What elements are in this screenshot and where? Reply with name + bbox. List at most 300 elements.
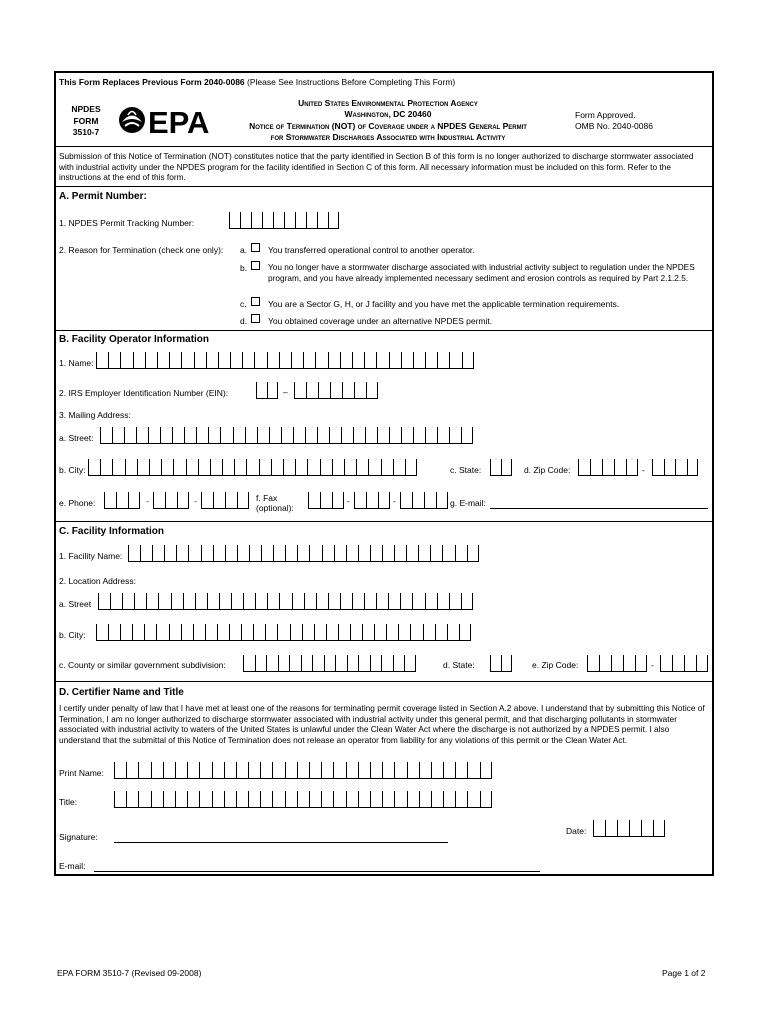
char-box[interactable] xyxy=(404,655,416,671)
char-box[interactable] xyxy=(350,624,362,640)
char-box[interactable] xyxy=(188,545,200,561)
char-box[interactable] xyxy=(169,352,181,368)
char-box[interactable] xyxy=(243,593,255,609)
char-box[interactable] xyxy=(126,791,138,807)
char-box[interactable] xyxy=(306,212,317,228)
char-box[interactable] xyxy=(104,492,116,508)
operator-email-line[interactable] xyxy=(490,508,708,509)
char-box[interactable] xyxy=(425,427,437,443)
char-box[interactable] xyxy=(237,492,249,508)
char-box[interactable] xyxy=(133,352,145,368)
char-box[interactable] xyxy=(334,545,346,561)
char-box[interactable] xyxy=(110,593,122,609)
char-box[interactable] xyxy=(382,762,394,778)
char-box[interactable] xyxy=(406,545,418,561)
char-box[interactable] xyxy=(273,212,284,228)
char-box[interactable] xyxy=(257,427,269,443)
char-box[interactable] xyxy=(148,427,160,443)
char-box[interactable] xyxy=(332,492,344,508)
char-box[interactable] xyxy=(386,624,398,640)
char-box[interactable] xyxy=(393,459,405,475)
char-box[interactable] xyxy=(220,427,232,443)
char-box[interactable] xyxy=(98,593,110,609)
char-box[interactable] xyxy=(302,624,314,640)
char-box[interactable] xyxy=(490,459,501,475)
facility-street-input[interactable] xyxy=(98,593,473,610)
char-box[interactable] xyxy=(161,459,173,475)
facility-zip-input[interactable] xyxy=(587,655,647,672)
char-box[interactable] xyxy=(267,382,278,398)
char-box[interactable] xyxy=(230,352,242,368)
char-box[interactable] xyxy=(461,427,473,443)
char-box[interactable] xyxy=(602,459,614,475)
char-box[interactable] xyxy=(164,545,176,561)
char-box[interactable] xyxy=(318,382,330,398)
char-box[interactable] xyxy=(321,791,333,807)
char-box[interactable] xyxy=(293,427,305,443)
char-box[interactable] xyxy=(412,492,424,508)
char-box[interactable] xyxy=(449,427,461,443)
facility-state-input[interactable] xyxy=(490,655,512,672)
operator-city-input[interactable] xyxy=(88,459,417,476)
char-box[interactable] xyxy=(447,624,459,640)
char-box[interactable] xyxy=(285,791,297,807)
char-box[interactable] xyxy=(225,492,237,508)
char-box[interactable] xyxy=(283,459,295,475)
char-box[interactable] xyxy=(114,791,126,807)
char-box[interactable] xyxy=(128,492,140,508)
char-box[interactable] xyxy=(267,352,279,368)
char-box[interactable] xyxy=(346,791,358,807)
char-box[interactable] xyxy=(593,820,605,836)
char-box[interactable] xyxy=(108,624,120,640)
char-box[interactable] xyxy=(222,459,234,475)
char-box[interactable] xyxy=(467,762,479,778)
option-a-checkbox[interactable] xyxy=(251,243,260,252)
char-box[interactable] xyxy=(255,655,267,671)
fax-line-input[interactable] xyxy=(400,492,448,509)
char-box[interactable] xyxy=(248,762,260,778)
char-box[interactable] xyxy=(149,459,161,475)
char-box[interactable] xyxy=(675,459,687,475)
char-box[interactable] xyxy=(295,459,307,475)
char-box[interactable] xyxy=(100,459,112,475)
char-box[interactable] xyxy=(140,545,152,561)
char-box[interactable] xyxy=(324,655,336,671)
char-box[interactable] xyxy=(248,791,260,807)
char-box[interactable] xyxy=(187,791,199,807)
char-box[interactable] xyxy=(401,427,413,443)
char-box[interactable] xyxy=(322,545,334,561)
char-box[interactable] xyxy=(198,459,210,475)
char-box[interactable] xyxy=(134,593,146,609)
char-box[interactable] xyxy=(614,459,626,475)
char-box[interactable] xyxy=(329,427,341,443)
char-box[interactable] xyxy=(201,545,213,561)
char-box[interactable] xyxy=(304,593,316,609)
char-box[interactable] xyxy=(146,593,158,609)
char-box[interactable] xyxy=(195,593,207,609)
char-box[interactable] xyxy=(317,212,328,228)
char-box[interactable] xyxy=(419,791,431,807)
char-box[interactable] xyxy=(437,593,449,609)
char-box[interactable] xyxy=(187,762,199,778)
county-input[interactable] xyxy=(243,655,416,672)
phone-prefix-input[interactable] xyxy=(153,492,189,509)
char-box[interactable] xyxy=(265,624,277,640)
char-box[interactable] xyxy=(412,593,424,609)
char-box[interactable] xyxy=(393,655,405,671)
char-box[interactable] xyxy=(344,459,356,475)
char-box[interactable] xyxy=(381,459,393,475)
char-box[interactable] xyxy=(151,762,163,778)
char-box[interactable] xyxy=(605,820,617,836)
char-box[interactable] xyxy=(290,624,302,640)
char-box[interactable] xyxy=(259,459,271,475)
char-box[interactable] xyxy=(352,352,364,368)
char-box[interactable] xyxy=(424,492,436,508)
char-box[interactable] xyxy=(255,593,267,609)
char-box[interactable] xyxy=(301,655,313,671)
char-box[interactable] xyxy=(696,655,708,671)
char-box[interactable] xyxy=(317,427,329,443)
fax-area-input[interactable] xyxy=(308,492,344,509)
char-box[interactable] xyxy=(590,459,602,475)
char-box[interactable] xyxy=(362,624,374,640)
char-box[interactable] xyxy=(314,624,326,640)
char-box[interactable] xyxy=(158,593,170,609)
char-box[interactable] xyxy=(224,762,236,778)
char-box[interactable] xyxy=(342,382,354,398)
char-box[interactable] xyxy=(381,655,393,671)
char-box[interactable] xyxy=(354,382,366,398)
char-box[interactable] xyxy=(260,791,272,807)
print-name-input[interactable] xyxy=(114,762,492,779)
char-box[interactable] xyxy=(347,655,359,671)
char-box[interactable] xyxy=(459,624,471,640)
char-box[interactable] xyxy=(382,791,394,807)
char-box[interactable] xyxy=(303,352,315,368)
char-box[interactable] xyxy=(291,352,303,368)
char-box[interactable] xyxy=(295,212,306,228)
char-box[interactable] xyxy=(176,545,188,561)
char-box[interactable] xyxy=(480,762,492,778)
char-box[interactable] xyxy=(116,492,128,508)
char-box[interactable] xyxy=(208,427,220,443)
char-box[interactable] xyxy=(435,624,447,640)
char-box[interactable] xyxy=(156,624,168,640)
char-box[interactable] xyxy=(578,459,590,475)
char-box[interactable] xyxy=(251,212,262,228)
char-box[interactable] xyxy=(163,762,175,778)
char-box[interactable] xyxy=(358,791,370,807)
char-box[interactable] xyxy=(100,427,112,443)
char-box[interactable] xyxy=(305,427,317,443)
char-box[interactable] xyxy=(120,624,132,640)
char-box[interactable] xyxy=(114,762,126,778)
char-box[interactable] xyxy=(626,459,638,475)
char-box[interactable] xyxy=(281,427,293,443)
char-box[interactable] xyxy=(425,593,437,609)
char-box[interactable] xyxy=(169,624,181,640)
char-box[interactable] xyxy=(413,427,425,443)
date-input[interactable] xyxy=(593,820,665,837)
char-box[interactable] xyxy=(623,655,635,671)
char-box[interactable] xyxy=(194,352,206,368)
char-box[interactable] xyxy=(664,459,676,475)
char-box[interactable] xyxy=(212,791,224,807)
char-box[interactable] xyxy=(266,655,278,671)
char-box[interactable] xyxy=(112,459,124,475)
option-d-checkbox[interactable] xyxy=(251,314,260,323)
char-box[interactable] xyxy=(306,382,318,398)
char-box[interactable] xyxy=(175,791,187,807)
ein-suffix-input[interactable] xyxy=(294,382,378,399)
char-box[interactable] xyxy=(333,762,345,778)
char-box[interactable] xyxy=(242,352,254,368)
char-box[interactable] xyxy=(271,459,283,475)
char-box[interactable] xyxy=(413,352,425,368)
char-box[interactable] xyxy=(480,791,492,807)
char-box[interactable] xyxy=(173,459,185,475)
char-box[interactable] xyxy=(297,762,309,778)
char-box[interactable] xyxy=(370,545,382,561)
char-box[interactable] xyxy=(249,545,261,561)
char-box[interactable] xyxy=(243,655,255,671)
char-box[interactable] xyxy=(455,791,467,807)
char-box[interactable] xyxy=(138,791,150,807)
char-box[interactable] xyxy=(308,492,320,508)
char-box[interactable] xyxy=(370,762,382,778)
char-box[interactable] xyxy=(455,762,467,778)
char-box[interactable] xyxy=(461,593,473,609)
char-box[interactable] xyxy=(376,352,388,368)
ein-prefix-input[interactable] xyxy=(256,382,278,399)
char-box[interactable] xyxy=(370,655,382,671)
char-box[interactable] xyxy=(653,820,665,836)
char-box[interactable] xyxy=(120,352,132,368)
char-box[interactable] xyxy=(449,593,461,609)
char-box[interactable] xyxy=(183,593,195,609)
char-box[interactable] xyxy=(382,545,394,561)
char-box[interactable] xyxy=(335,655,347,671)
char-box[interactable] xyxy=(175,762,187,778)
char-box[interactable] xyxy=(128,545,140,561)
char-box[interactable] xyxy=(277,624,289,640)
char-box[interactable] xyxy=(353,427,365,443)
char-box[interactable] xyxy=(144,624,156,640)
char-box[interactable] xyxy=(467,545,479,561)
char-box[interactable] xyxy=(225,545,237,561)
char-box[interactable] xyxy=(193,624,205,640)
char-box[interactable] xyxy=(401,352,413,368)
char-box[interactable] xyxy=(199,762,211,778)
char-box[interactable] xyxy=(418,545,430,561)
char-box[interactable] xyxy=(340,593,352,609)
char-box[interactable] xyxy=(229,212,240,228)
char-box[interactable] xyxy=(332,459,344,475)
char-box[interactable] xyxy=(467,791,479,807)
char-box[interactable] xyxy=(400,593,412,609)
char-box[interactable] xyxy=(181,624,193,640)
char-box[interactable] xyxy=(635,655,647,671)
char-box[interactable] xyxy=(364,593,376,609)
option-b-checkbox[interactable] xyxy=(251,261,260,270)
char-box[interactable] xyxy=(262,212,273,228)
char-box[interactable] xyxy=(599,655,611,671)
char-box[interactable] xyxy=(320,492,332,508)
facility-zip-ext-input[interactable] xyxy=(660,655,708,672)
char-box[interactable] xyxy=(389,352,401,368)
char-box[interactable] xyxy=(377,427,389,443)
char-box[interactable] xyxy=(126,762,138,778)
char-box[interactable] xyxy=(368,459,380,475)
char-box[interactable] xyxy=(374,624,386,640)
char-box[interactable] xyxy=(88,459,100,475)
char-box[interactable] xyxy=(207,593,219,609)
char-box[interactable] xyxy=(172,427,184,443)
char-box[interactable] xyxy=(364,352,376,368)
char-box[interactable] xyxy=(212,762,224,778)
facility-name-input[interactable] xyxy=(128,545,479,562)
char-box[interactable] xyxy=(400,492,412,508)
char-box[interactable] xyxy=(137,459,149,475)
char-box[interactable] xyxy=(687,459,699,475)
char-box[interactable] xyxy=(587,655,599,671)
char-box[interactable] xyxy=(177,492,189,508)
char-box[interactable] xyxy=(297,545,309,561)
char-box[interactable] xyxy=(315,352,327,368)
char-box[interactable] xyxy=(462,352,474,368)
char-box[interactable] xyxy=(309,791,321,807)
char-box[interactable] xyxy=(370,791,382,807)
phone-area-input[interactable] xyxy=(104,492,140,509)
char-box[interactable] xyxy=(346,545,358,561)
char-box[interactable] xyxy=(430,545,442,561)
char-box[interactable] xyxy=(261,545,273,561)
tracking-number-input[interactable] xyxy=(229,212,339,229)
char-box[interactable] xyxy=(316,593,328,609)
char-box[interactable] xyxy=(309,762,321,778)
char-box[interactable] xyxy=(273,545,285,561)
char-box[interactable] xyxy=(184,427,196,443)
char-box[interactable] xyxy=(210,459,222,475)
char-box[interactable] xyxy=(145,352,157,368)
char-box[interactable] xyxy=(672,655,684,671)
operator-zip-ext-input[interactable] xyxy=(652,459,698,476)
char-box[interactable] xyxy=(234,459,246,475)
char-box[interactable] xyxy=(455,545,467,561)
signature-line[interactable] xyxy=(114,842,448,843)
char-box[interactable] xyxy=(407,791,419,807)
char-box[interactable] xyxy=(186,459,198,475)
char-box[interactable] xyxy=(436,492,448,508)
char-box[interactable] xyxy=(389,427,401,443)
char-box[interactable] xyxy=(267,593,279,609)
char-box[interactable] xyxy=(358,655,370,671)
char-box[interactable] xyxy=(617,820,629,836)
char-box[interactable] xyxy=(394,791,406,807)
char-box[interactable] xyxy=(157,352,169,368)
char-box[interactable] xyxy=(431,762,443,778)
char-box[interactable] xyxy=(253,624,265,640)
char-box[interactable] xyxy=(378,492,390,508)
char-box[interactable] xyxy=(122,593,134,609)
char-box[interactable] xyxy=(206,352,218,368)
char-box[interactable] xyxy=(151,791,163,807)
char-box[interactable] xyxy=(246,459,258,475)
char-box[interactable] xyxy=(279,593,291,609)
char-box[interactable] xyxy=(328,593,340,609)
char-box[interactable] xyxy=(684,655,696,671)
char-box[interactable] xyxy=(309,545,321,561)
char-box[interactable] xyxy=(96,624,108,640)
char-box[interactable] xyxy=(136,427,148,443)
char-box[interactable] xyxy=(321,762,333,778)
char-box[interactable] xyxy=(407,762,419,778)
char-box[interactable] xyxy=(398,624,410,640)
char-box[interactable] xyxy=(449,352,461,368)
char-box[interactable] xyxy=(352,593,364,609)
char-box[interactable] xyxy=(328,352,340,368)
char-box[interactable] xyxy=(269,427,281,443)
char-box[interactable] xyxy=(490,655,501,671)
char-box[interactable] xyxy=(641,820,653,836)
char-box[interactable] xyxy=(205,624,217,640)
char-box[interactable] xyxy=(405,459,417,475)
char-box[interactable] xyxy=(181,352,193,368)
char-box[interactable] xyxy=(256,382,267,398)
char-box[interactable] xyxy=(199,791,211,807)
char-box[interactable] xyxy=(289,655,301,671)
char-box[interactable] xyxy=(171,593,183,609)
char-box[interactable] xyxy=(297,791,309,807)
char-box[interactable] xyxy=(272,762,284,778)
char-box[interactable] xyxy=(292,593,304,609)
char-box[interactable] xyxy=(388,593,400,609)
char-box[interactable] xyxy=(160,427,172,443)
char-box[interactable] xyxy=(236,791,248,807)
char-box[interactable] xyxy=(358,545,370,561)
char-box[interactable] xyxy=(366,382,378,398)
char-box[interactable] xyxy=(501,459,512,475)
char-box[interactable] xyxy=(425,352,437,368)
char-box[interactable] xyxy=(233,427,245,443)
char-box[interactable] xyxy=(218,352,230,368)
char-box[interactable] xyxy=(358,762,370,778)
fax-prefix-input[interactable] xyxy=(354,492,390,509)
char-box[interactable] xyxy=(365,427,377,443)
char-box[interactable] xyxy=(328,212,339,228)
char-box[interactable] xyxy=(294,382,306,398)
char-box[interactable] xyxy=(260,762,272,778)
char-box[interactable] xyxy=(231,593,243,609)
char-box[interactable] xyxy=(229,624,241,640)
char-box[interactable] xyxy=(437,427,449,443)
char-box[interactable] xyxy=(219,593,231,609)
char-box[interactable] xyxy=(213,545,225,561)
char-box[interactable] xyxy=(217,624,229,640)
char-box[interactable] xyxy=(442,545,454,561)
char-box[interactable] xyxy=(285,762,297,778)
char-box[interactable] xyxy=(443,791,455,807)
char-box[interactable] xyxy=(125,459,137,475)
char-box[interactable] xyxy=(376,593,388,609)
char-box[interactable] xyxy=(330,382,342,398)
char-box[interactable] xyxy=(419,762,431,778)
char-box[interactable] xyxy=(366,492,378,508)
char-box[interactable] xyxy=(307,459,319,475)
